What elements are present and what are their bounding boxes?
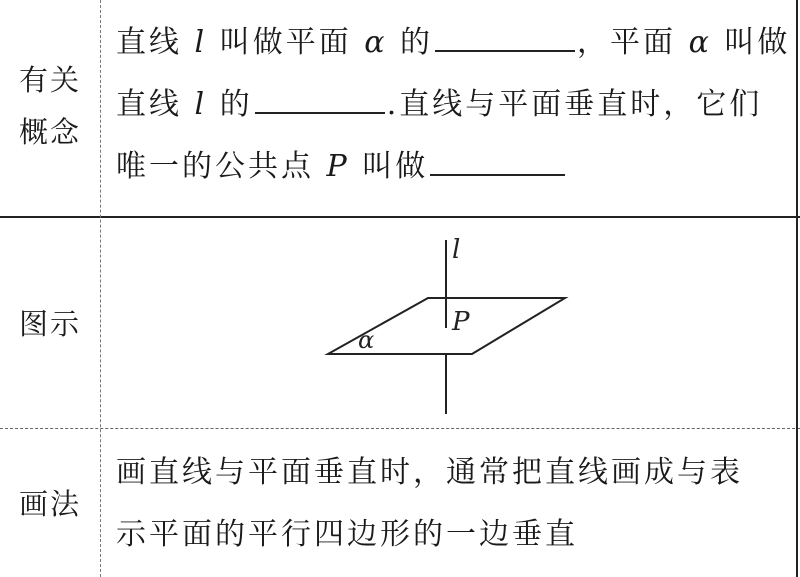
right-border (796, 0, 798, 577)
concept-line-3 (116, 136, 782, 198)
concept-text: 叫做 (349, 149, 429, 184)
label-diagram: 图示 (18, 307, 81, 341)
label-P: P (452, 307, 470, 337)
var-P: P (326, 149, 350, 184)
concept-text: 的 (207, 87, 253, 122)
column-divider (100, 0, 101, 577)
concept-text: 叫做平面 (207, 25, 365, 60)
concept-text: 直线 (116, 87, 195, 122)
row-divider-1 (0, 216, 800, 218)
answer-blank-3[interactable] (430, 144, 565, 176)
row-diagram (0, 218, 800, 430)
label-concept (0, 0, 100, 212)
answer-blank-2[interactable] (255, 82, 385, 114)
answer-blank-1[interactable] (435, 20, 575, 52)
concept-text: .直线与平面垂直时，它们 (386, 87, 763, 122)
concept-text: 唯一的公共点 (116, 149, 327, 184)
concept-text: 直线 (116, 25, 195, 60)
row-method (0, 430, 800, 577)
label-concept-line1: 有关 (18, 63, 81, 97)
var-alpha: α (364, 25, 388, 60)
label-concept-line2: 概念 (18, 115, 81, 149)
method-line-2: 示平面的平行四边形的一边垂直 (116, 517, 578, 552)
concept-text: ，平面 (577, 25, 689, 60)
concept-line-2 (116, 74, 782, 136)
perpendicular-diagram (100, 218, 800, 430)
content-method (116, 442, 782, 566)
row-divider-2 (0, 428, 800, 429)
label-method: 画法 (18, 486, 81, 521)
concept-line-1 (116, 12, 791, 74)
var-l: l (194, 87, 208, 122)
method-line-1: 画直线与平面垂直时，通常把直线画成与表 (116, 455, 743, 490)
concept-text: 叫做 (711, 25, 791, 60)
concept-text: 的 (387, 25, 434, 60)
content-concept (116, 12, 791, 198)
row-concept (0, 0, 800, 218)
var-alpha: α (688, 25, 712, 60)
label-l: l (452, 235, 461, 265)
label-alpha: α (358, 326, 375, 354)
var-l: l (194, 25, 208, 60)
